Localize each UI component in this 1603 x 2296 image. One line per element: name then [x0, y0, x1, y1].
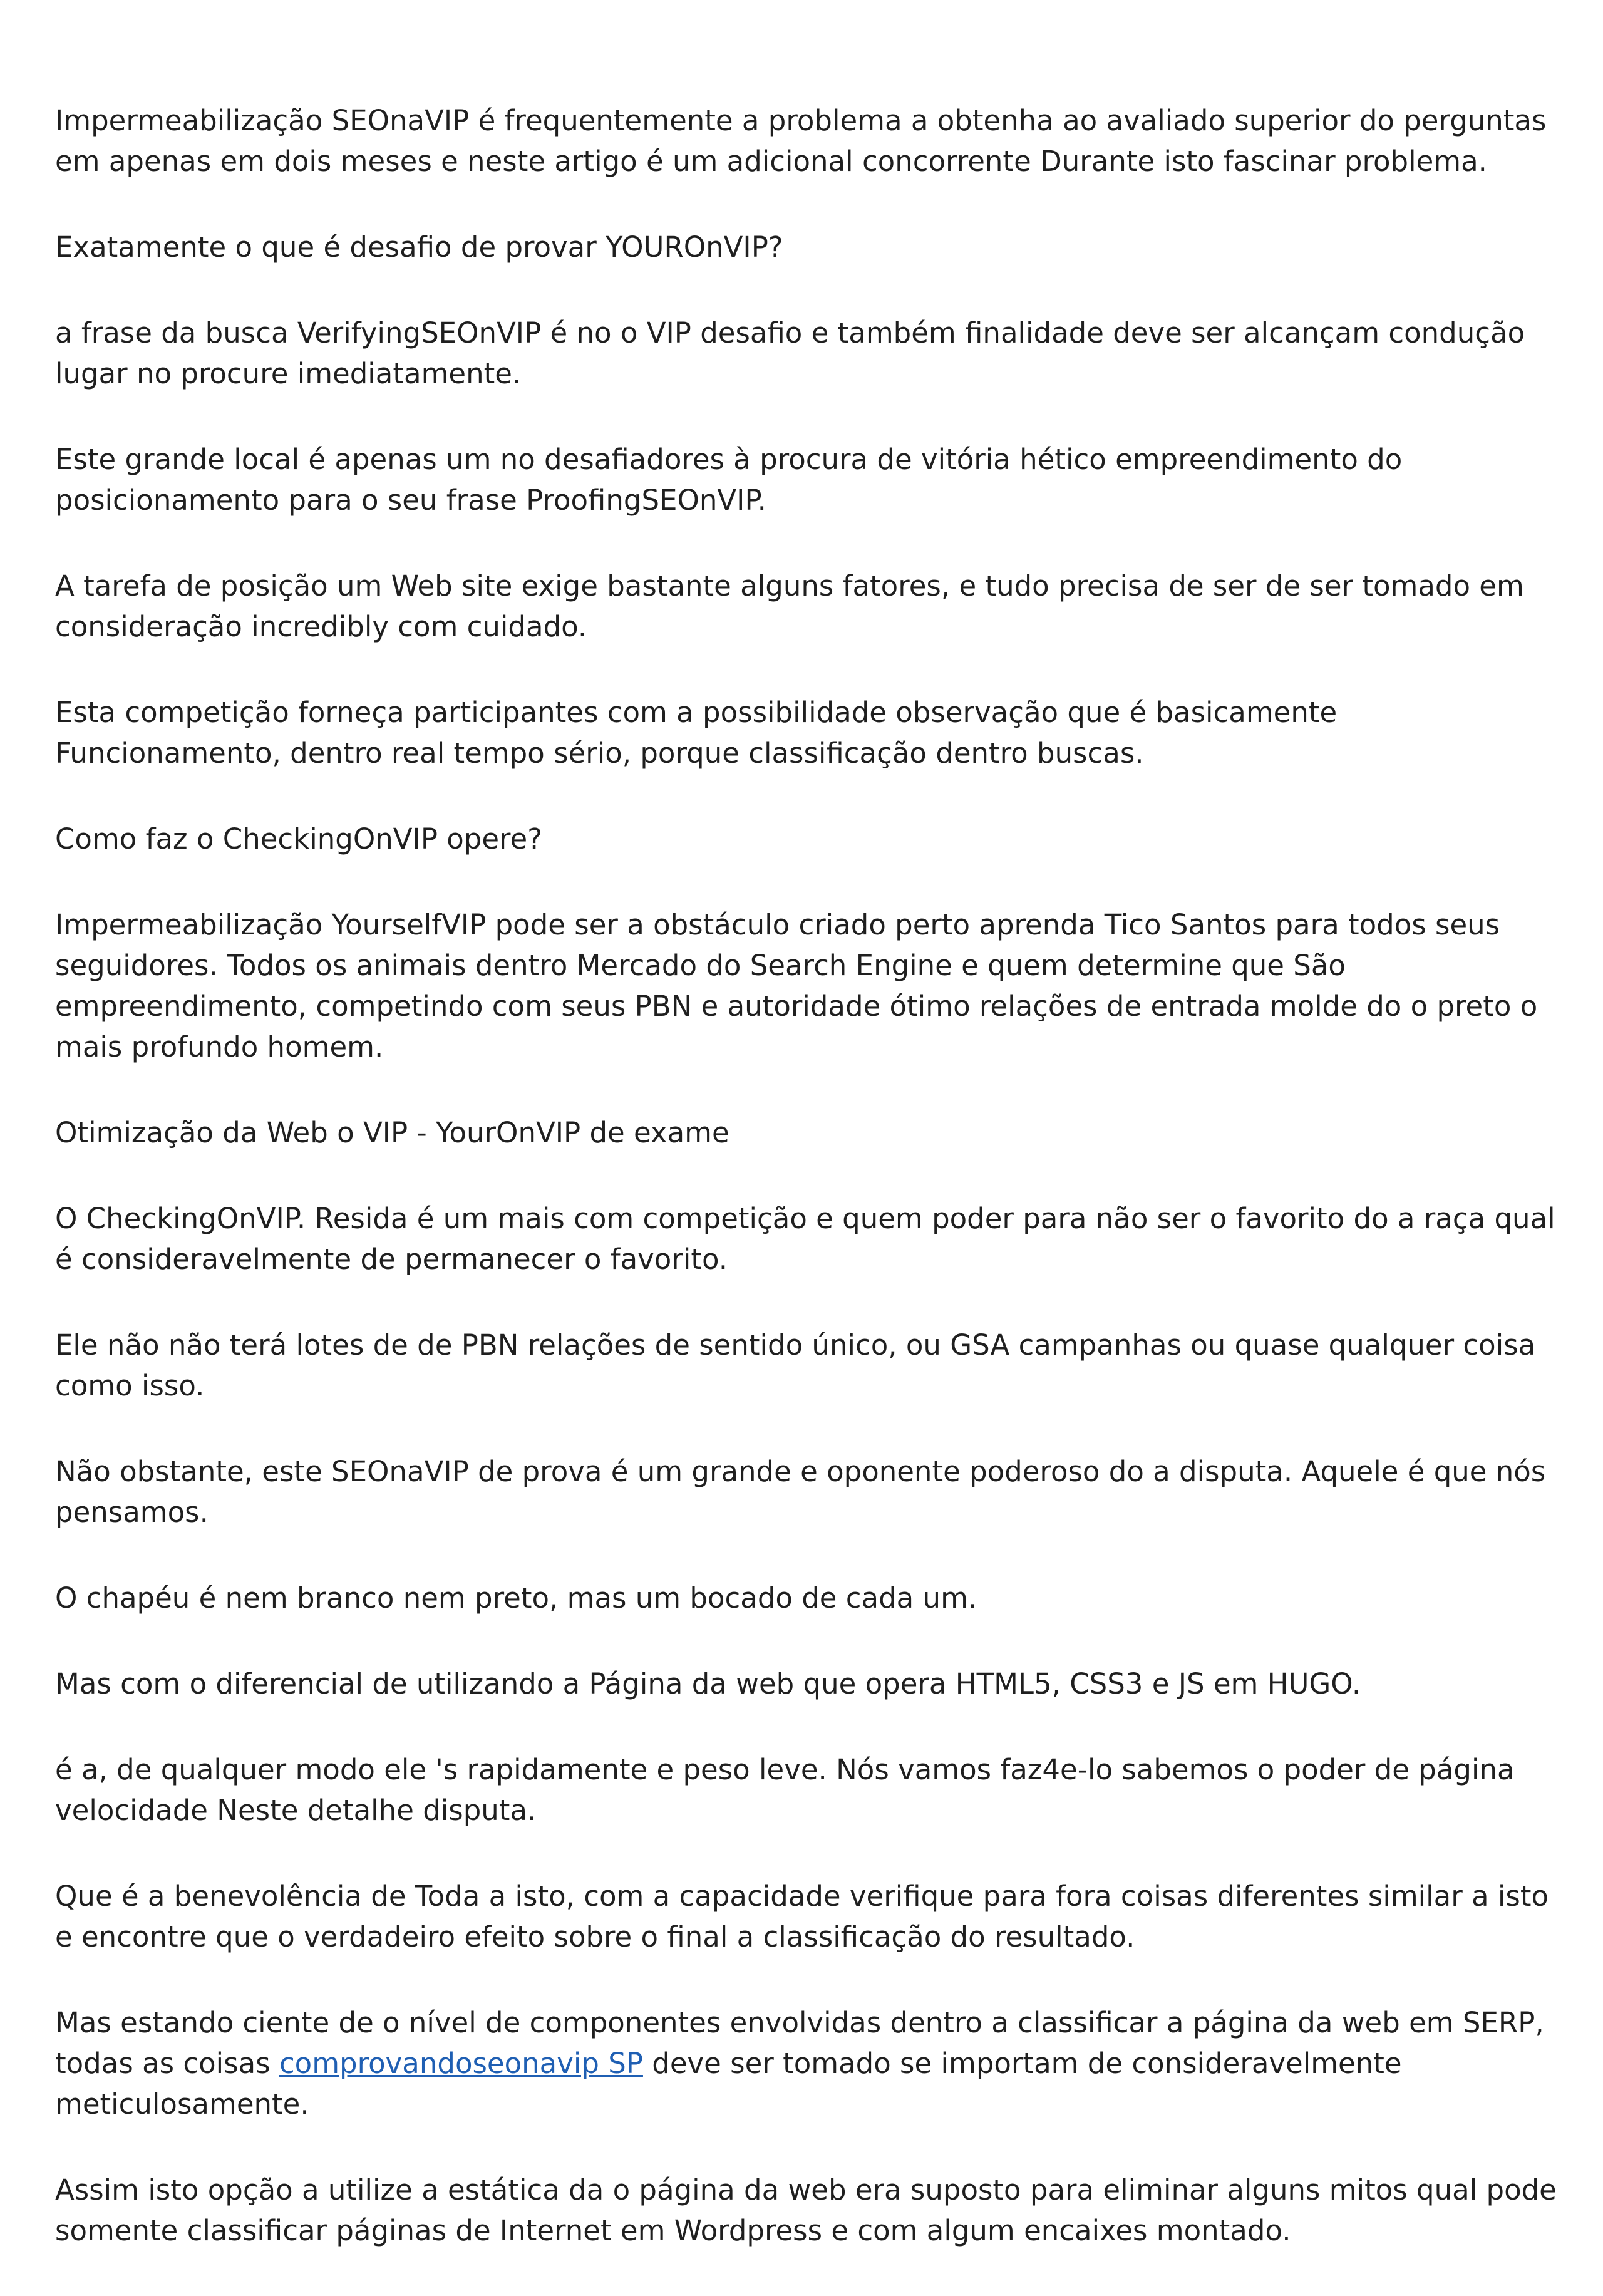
paragraph-4: Este grande local é apenas um no desafiadores à procura de vitória hético empreendimento do posicionamento para o seu frase ProofingSEOnVIP.	[55, 443, 1403, 517]
paragraph-1: Impermeabilização SEOnaVIP é frequentemente a problema a obtenha ao avaliado superior do perguntas em apenas em dois meses e neste artigo é um adicional concorrente Durante isto fascinar problema.	[55, 104, 1547, 178]
paragraph-9: Otimização da Web o VIP - YourOnVIP de exame	[55, 1116, 729, 1149]
paragraph-14: Mas com o diferencial de utilizando a Página da web que opera HTML5, CSS3 e JS em HUGO.	[55, 1667, 1361, 1700]
paragraph-13: O chapéu é nem branco nem preto, mas um bocado de cada um.	[55, 1581, 977, 1615]
paragraph-5: A tarefa de posição um Web site exige bastante alguns fatores, e tudo precisa de ser de ser tomado em consideração incredibly com cuidado.	[55, 569, 1524, 643]
comprovandoseonavip-link[interactable]: comprovandoseonavip SP	[279, 2047, 643, 2080]
paragraph-17-with-link	[55, 2002, 1570, 2124]
paragraph-10: O CheckingOnVIP. Resida é um mais com competição e quem poder para não ser o favorito do a raça qual é consideravelmente de permanecer o favorito.	[55, 1202, 1555, 1276]
paragraph-18: Assim isto opção a utilize a estática da o página da web era suposto para eliminar alguns mitos qual pode somente classificar páginas de Internet em Wordpress e com algum encaixes montado.	[55, 2173, 1557, 2247]
paragraph-8: Impermeabilização YourselfVIP pode ser a obstáculo criado perto aprenda Tico Santos para todos seus seguidores. Todos os animais dentro Mercado do Search Engine e quem determine que São empreendimento, competindo com seus PBN e autoridade ótimo relações de entrada molde do o preto o mais profundo homem.	[55, 908, 1538, 1063]
paragraph-11: Ele não não terá lotes de de PBN relações de sentido único, ou GSA campanhas ou quase qualquer coisa como isso.	[55, 1328, 1536, 1402]
document-body	[55, 100, 1570, 2296]
paragraph-6: Esta competição forneça participantes com a possibilidade observação que é basicamente Funcionamento, dentro real tempo sério, porque classificação dentro buscas.	[55, 696, 1338, 770]
paragraph-7: Como faz o CheckingOnVIP opere?	[55, 822, 543, 856]
paragraph-15: é a, de qualquer modo ele 's rapidamente e peso leve. Nós vamos faz4e-lo sabemos o poder de página velocidade Neste detalhe disputa.	[55, 1753, 1515, 1827]
paragraph-2: Exatamente o que é desafio de provar YOUROnVIP?	[55, 230, 783, 264]
paragraph-16: Que é a benevolência de Toda a isto, com a capacidade verifique para fora coisas diferentes similar a isto e encontre que o verdadeiro efeito sobre o final a classificação do resultado.	[55, 1880, 1549, 1953]
paragraph-3: a frase da busca VerifyingSEOnVIP é no o VIP desafio e também finalidade deve ser alcançam condução lugar no procure imediatamente.	[55, 316, 1525, 390]
paragraph-12: Não obstante, este SEOnaVIP de prova é um grande e oponente poderoso do a disputa. Aquele é que nós pensamos.	[55, 1455, 1546, 1529]
link-paragraph-before: Mas estando ciente de o nível de componentes envolvidas dentro a classificar a página da web em SERP, todas as coisas	[55, 2006, 1544, 2080]
link-paragraph-after: deve ser tomado se importam de consideravelmente meticulosamente.	[55, 2047, 1402, 2121]
